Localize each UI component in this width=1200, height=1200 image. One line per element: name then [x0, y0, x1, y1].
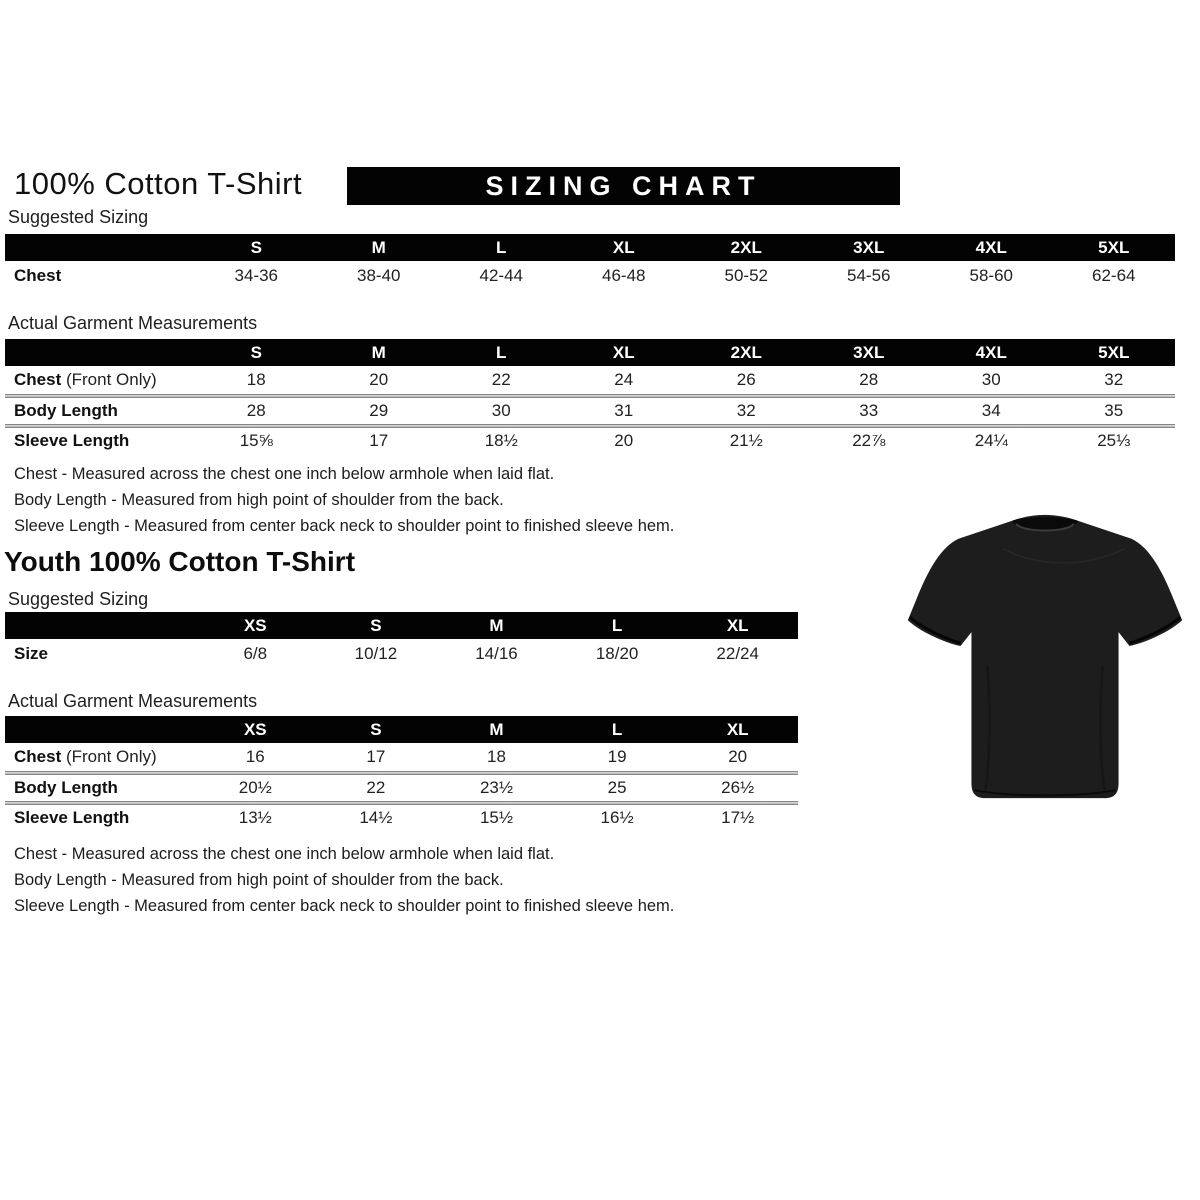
row-label-note: (Front Only) — [65, 747, 157, 766]
cell-value: 18 — [246, 370, 266, 389]
cell-value: 17½ — [721, 808, 755, 827]
cell-value: 25 — [607, 778, 627, 797]
cell-value: 26½ — [721, 778, 755, 797]
cell-value: 20 — [728, 747, 748, 766]
adult-actual-header-row — [5, 339, 1175, 366]
col-header-xs: XS — [243, 616, 267, 635]
adult-suggested-sizing-heading: Suggested Sizing — [8, 207, 149, 227]
cell-value: 22/24 — [716, 644, 759, 663]
cell-value: 30 — [981, 370, 1001, 389]
note-sleeve-length: Sleeve Length - Measured from center back neck to shoulder point to finished sleeve hem. — [14, 897, 675, 916]
cell-value: 17 — [366, 747, 386, 766]
row-label-chest: Chest — [14, 266, 62, 285]
cell-value: 22⅞ — [852, 431, 886, 450]
cell-value: 34 — [981, 401, 1001, 420]
cell-value: 15½ — [479, 808, 514, 827]
row-label-body-length: Body Length — [14, 401, 118, 420]
col-header-s: S — [370, 720, 382, 739]
note-chest: Chest - Measured across the chest one inch below armhole when laid flat. — [14, 845, 555, 863]
col-header-3xl: 3XL — [853, 238, 885, 257]
cell-value: 19 — [607, 747, 627, 766]
cell-value: 58-60 — [969, 266, 1013, 285]
cell-value: 26 — [736, 370, 756, 389]
adult-actual-measurements-table — [5, 339, 1175, 454]
cell-value: 18/20 — [595, 644, 639, 663]
cell-value: 25⅓ — [1097, 431, 1131, 450]
youth-size-row — [5, 639, 798, 669]
note-body-length: Body Length - Measured from high point of shoulder from the back. — [14, 491, 504, 510]
cell-value: 32 — [1104, 370, 1124, 389]
cell-value: 35 — [1104, 401, 1124, 420]
note-body-length: Body Length - Measured from high point of shoulder from the back. — [14, 871, 504, 890]
col-header-l: L — [496, 343, 507, 362]
adult-body-length-row — [5, 398, 1175, 424]
cell-value: 14½ — [359, 808, 393, 827]
cell-value: 31 — [614, 401, 634, 420]
cell-value: 20 — [614, 431, 634, 450]
adult-section-title: 100% Cotton T-Shirt — [14, 166, 303, 201]
cell-value: 54-56 — [847, 266, 891, 285]
col-header-xl: XL — [726, 616, 749, 635]
cell-value: 50-52 — [724, 266, 768, 285]
cell-value: 17 — [369, 431, 389, 450]
adult-actual-measurements-heading: Actual Garment Measurements — [8, 313, 258, 333]
cell-value: 23½ — [479, 778, 514, 797]
row-label-sleeve-length: Sleeve Length — [14, 808, 130, 827]
cell-value: 18 — [487, 747, 506, 766]
col-header-4xl: 4XL — [975, 238, 1007, 257]
cell-value: 62-64 — [1092, 266, 1136, 285]
adult-sleeve-length-row — [5, 428, 1175, 454]
adult-measurement-notes — [14, 461, 674, 540]
col-header-2xl: 2XL — [730, 238, 762, 257]
youth-section-title: Youth 100% Cotton T-Shirt — [4, 546, 356, 577]
youth-actual-measurements-table — [5, 716, 798, 831]
row-label-note: (Front Only) — [65, 370, 157, 389]
adult-suggested-header-row — [5, 234, 1175, 261]
cell-value: 38-40 — [357, 266, 401, 285]
cell-value: 24 — [614, 370, 634, 389]
youth-suggested-sizing-table — [5, 612, 798, 669]
col-header-3xl: 3XL — [853, 343, 885, 362]
cell-value: 29 — [369, 401, 389, 420]
col-header-l: L — [611, 616, 623, 635]
adult-suggested-sizing-table — [5, 234, 1175, 291]
sizing-chart-banner: SIZING CHART — [347, 167, 900, 205]
youth-body-length-row — [5, 775, 798, 801]
tshirt-body — [908, 515, 1182, 798]
youth-chest-row — [5, 743, 798, 771]
header-spacer — [5, 234, 195, 261]
col-header-s: S — [250, 343, 262, 362]
cell-value: 30 — [491, 401, 511, 420]
cell-value: 21½ — [729, 431, 763, 450]
cell-value: 46-48 — [602, 266, 646, 285]
header-spacer — [5, 339, 195, 366]
cell-value: 33 — [859, 401, 879, 420]
cell-value: 42-44 — [479, 266, 523, 285]
col-header-xl: XL — [612, 238, 635, 257]
adult-chest-row — [5, 366, 1175, 394]
cell-value: 10/12 — [354, 644, 398, 663]
cell-value: 34-36 — [234, 266, 278, 285]
col-header-4xl: 4XL — [975, 343, 1007, 362]
col-header-l: L — [496, 238, 507, 257]
cell-value: 20½ — [238, 778, 272, 797]
youth-suggested-sizing-heading: Suggested Sizing — [8, 589, 149, 609]
cell-value: 22 — [366, 778, 386, 797]
cell-value: 14/16 — [475, 644, 518, 663]
col-header-m: M — [489, 616, 504, 635]
row-label-chest: Chest — [14, 370, 62, 389]
col-header-s: S — [250, 238, 262, 257]
cell-value: 6/8 — [243, 644, 268, 663]
col-header-5xl: 5XL — [1098, 238, 1130, 257]
cell-value: 18½ — [484, 431, 518, 450]
cell-value: 28 — [246, 401, 266, 420]
header-spacer — [5, 716, 195, 743]
header-spacer — [5, 612, 195, 639]
cell-value: 24¼ — [974, 431, 1008, 450]
col-header-l: L — [611, 720, 623, 739]
cell-value: 20 — [369, 370, 389, 389]
note-chest: Chest - Measured across the chest one inch below armhole when laid flat. — [14, 465, 555, 483]
cell-value: 28 — [859, 370, 879, 389]
youth-actual-measurements-heading: Actual Garment Measurements — [8, 691, 258, 711]
row-label-sleeve-length: Sleeve Length — [14, 431, 130, 450]
youth-sleeve-length-row — [5, 805, 798, 831]
col-header-xl: XL — [726, 720, 749, 739]
col-header-xl: XL — [612, 343, 635, 362]
black-tshirt-image — [895, 487, 1195, 820]
cell-value: 22 — [491, 370, 511, 389]
col-header-s: S — [370, 616, 382, 635]
col-header-m: M — [489, 720, 504, 739]
youth-suggested-header-row — [5, 612, 798, 639]
col-header-xs: XS — [243, 720, 267, 739]
row-label-chest: Chest — [14, 747, 62, 766]
col-header-m: M — [371, 238, 386, 257]
cell-value: 16½ — [600, 808, 634, 827]
col-header-2xl: 2XL — [730, 343, 762, 362]
cell-value: 13½ — [238, 808, 272, 827]
row-label-body-length: Body Length — [14, 778, 118, 797]
col-header-m: M — [371, 343, 386, 362]
note-sleeve-length: Sleeve Length - Measured from center back neck to shoulder point to finished sleeve hem. — [14, 517, 675, 536]
youth-actual-header-row — [5, 716, 798, 743]
row-label-size: Size — [14, 644, 49, 663]
cell-value: 15⅝ — [239, 431, 273, 450]
adult-chest-range-row — [5, 261, 1175, 291]
col-header-5xl: 5XL — [1098, 343, 1130, 362]
cell-value: 32 — [736, 401, 756, 420]
youth-measurement-notes — [14, 841, 674, 920]
cell-value: 16 — [245, 747, 265, 766]
